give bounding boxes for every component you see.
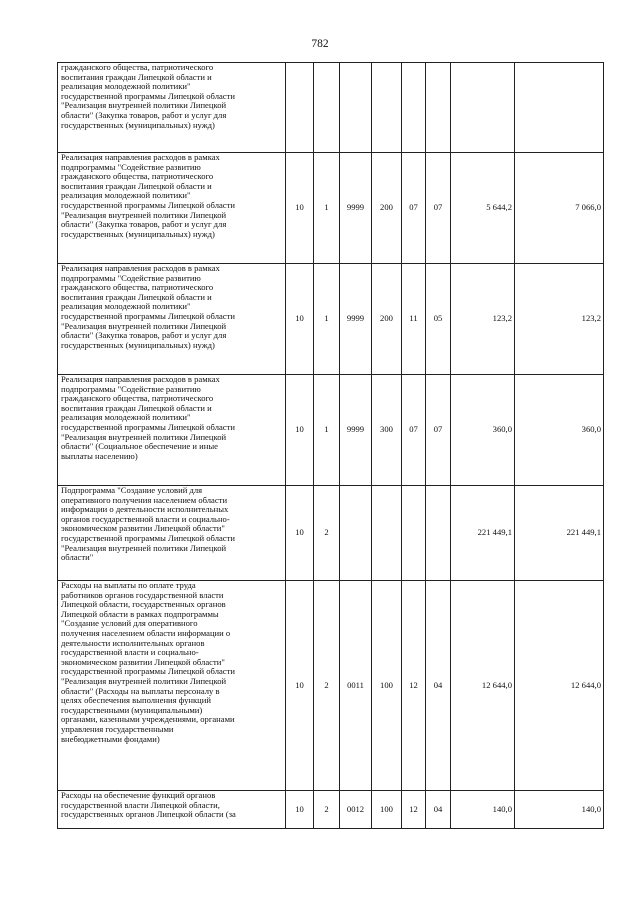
row-description: Расходы на выплаты по оплате труда работников органов государственной власти Липецкой области, государственных органов Липецкой области в рамках подпрограммы "Создание условий для оперативного получения населением области информации о деятельности исполнительных органов государственной власти и социально- экономическом развитии Липецкой области" государственной программы Липецкой области "Реализация внутренней политики Липецкой области" (Расходы на выплаты персоналу в целях обеспечения выполнения функций государственными (муниципальными) органами, казенными учреждениями, органами управления государственными внебюджетными фондами) [58, 581, 286, 791]
table-row [58, 153, 604, 264]
row-code-6 [426, 63, 451, 153]
row-code-5 [402, 63, 426, 153]
row-code-6: 04 [426, 791, 451, 829]
row-code-2: 1 [314, 375, 340, 486]
row-code-5: 07 [402, 153, 426, 264]
row-code-5: 07 [402, 375, 426, 486]
row-description: гражданского общества, патриотического воспитания граждан Липецкой области и реализация молодежной политики" государственной программы Липецкой области "Реализация внутренней политики Липецкой области" (Закупка товаров, работ и услуг для государственных (муниципальных) нужд) [58, 63, 286, 153]
row-amount-1: 5 644,2 [451, 153, 515, 264]
row-description: Реализация направления расходов в рамках подпрограммы "Содействие развитию гражданского общества, патриотического воспитания граждан Липецкой области и реализация молодежной политики" государственной программы Липецкой области "Реализация внутренней политики Липецкой области" (Закупка товаров, работ и услуг для государственных (муниципальных) нужд) [58, 153, 286, 264]
row-amount-2: 12 644,0 [515, 581, 604, 791]
row-code-4: 200 [372, 153, 402, 264]
table-row [58, 375, 604, 486]
row-amount-2: 7 066,0 [515, 153, 604, 264]
row-code-1: 10 [286, 581, 314, 791]
row-code-4: 300 [372, 375, 402, 486]
row-code-4: 100 [372, 581, 402, 791]
row-amount-2: 140,0 [515, 791, 604, 829]
table-row [58, 581, 604, 791]
row-code-1: 10 [286, 375, 314, 486]
row-code-3: 0011 [340, 581, 372, 791]
row-code-5: 11 [402, 264, 426, 375]
row-code-3: 9999 [340, 153, 372, 264]
table-row [58, 791, 604, 829]
row-description: Реализация направления расходов в рамках подпрограммы "Содействие развитию гражданского общества, патриотического воспитания граждан Липецкой области и реализация молодежной политики" государственной программы Липецкой области "Реализация внутренней политики Липецкой области" (Закупка товаров, работ и услуг для государственных (муниципальных) нужд) [58, 264, 286, 375]
row-amount-1: 360,0 [451, 375, 515, 486]
row-code-4: 100 [372, 791, 402, 829]
row-code-6: 05 [426, 264, 451, 375]
row-code-2 [314, 63, 340, 153]
row-code-6: 04 [426, 581, 451, 791]
row-code-3: 9999 [340, 264, 372, 375]
row-code-4 [372, 486, 402, 581]
row-amount-2: 360,0 [515, 375, 604, 486]
row-code-1: 10 [286, 264, 314, 375]
row-code-5: 12 [402, 581, 426, 791]
row-amount-1: 123,2 [451, 264, 515, 375]
row-code-2: 1 [314, 153, 340, 264]
row-amount-2 [515, 63, 604, 153]
row-code-4: 200 [372, 264, 402, 375]
row-code-2: 2 [314, 581, 340, 791]
row-code-3: 9999 [340, 375, 372, 486]
budget-table [57, 62, 604, 829]
page-number: 782 [311, 38, 329, 50]
row-amount-1 [451, 63, 515, 153]
row-code-1: 10 [286, 791, 314, 829]
row-description: Подпрограмма "Создание условий для оперативного получения населением области информации о деятельности исполнительных органов государственной власти и социально- экономическом развитии Липецкой области" государственной программы Липецкой области "Реализация внутренней политики Липецкой области" [58, 486, 286, 581]
row-code-3 [340, 486, 372, 581]
row-code-5: 12 [402, 791, 426, 829]
row-code-6 [426, 486, 451, 581]
row-code-1: 10 [286, 486, 314, 581]
row-amount-1: 221 449,1 [451, 486, 515, 581]
row-amount-1: 140,0 [451, 791, 515, 829]
row-amount-2: 123,2 [515, 264, 604, 375]
row-code-5 [402, 486, 426, 581]
row-code-6: 07 [426, 375, 451, 486]
row-code-2: 1 [314, 264, 340, 375]
row-code-6: 07 [426, 153, 451, 264]
table-row [58, 486, 604, 581]
row-code-1 [286, 63, 314, 153]
row-code-3: 0012 [340, 791, 372, 829]
row-description: Расходы на обеспечение функций органов государственной власти Липецкой области, государственных органов Липецкой области (за [58, 791, 286, 829]
table-row [58, 264, 604, 375]
row-code-4 [372, 63, 402, 153]
row-code-2: 2 [314, 791, 340, 829]
row-code-1: 10 [286, 153, 314, 264]
row-amount-1: 12 644,0 [451, 581, 515, 791]
row-code-2: 2 [314, 486, 340, 581]
row-amount-2: 221 449,1 [515, 486, 604, 581]
row-description: Реализация направления расходов в рамках подпрограммы "Содействие развитию гражданского общества, патриотического воспитания граждан Липецкой области и реализация молодежной политики" государственной программы Липецкой области "Реализация внутренней политики Липецкой области" (Социальное обеспечение и иные выплаты населению) [58, 375, 286, 486]
table-row [58, 63, 604, 153]
row-code-3 [340, 63, 372, 153]
